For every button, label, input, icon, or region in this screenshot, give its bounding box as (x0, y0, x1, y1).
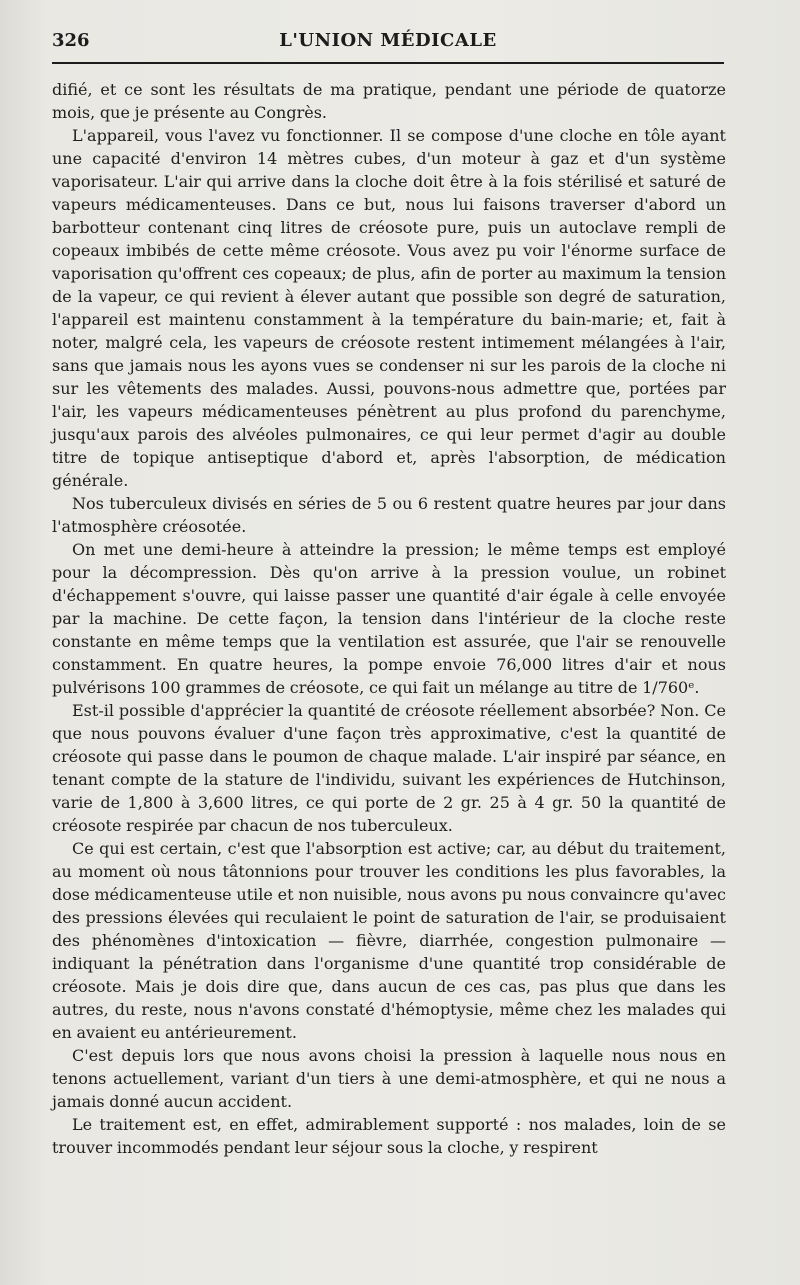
paragraph: On met une demi-heure à atteindre la pression; le même temps est employé pour la décompression. Dès qu'on arrive à la pression voulue, un robinet d'échappement s'ouvre, qui laisse passer une quantité d'air égale à celle envoyée par la machine. De cette façon, la tension dans l'intérieur de la cloche reste constante en même temps que la ventilation est assurée, que l'air se renouvelle constamment. En quatre heures, la pompe envoie 76,000 litres d'air et nous pulvérisons 100 grammes de créosote, ce qui fait un mélange au titre de 1/760ᵉ. (52, 540, 726, 697)
paragraph: Le traitement est, en effet, admirablement supporté : nos malades, loin de se trouver incommodés pendant leur séjour sous la cloche, y respirent (52, 1115, 726, 1157)
paragraph: L'appareil, vous l'avez vu fonctionner. Il se compose d'une cloche en tôle ayant une capacité d'environ 14 mètres cubes, d'un moteur à gaz et d'un système vaporisateur. L'air qui arrive dans la cloche doit être à la fois stérilisé et saturé de vapeurs médicamenteuses. Dans ce but, nous lui faisons traverser d'abord un barbotteur contenant cinq litres de créosote pure, puis un autoclave rempli de copeaux imbibés de cette même créosote. Vous avez pu voir l'énorme surface de vaporisation qu'offrent ces copeaux; de plus, afin de porter au maximum la tension de la vapeur, ce qui revient à élever autant que possible son degré de saturation, l'appareil est maintenu constamment à la température du bain-marie; et, fait à noter, malgré cela, les vapeurs de créosote restent intimement mélangées à l'air, sans que jamais nous les ayons vues se condenser ni sur les parois de la cloche ni sur les vêtements des malades. Aussi, pouvons-nous admettre que, portées par l'air, les vapeurs médicamenteuses pénètrent au plus profond du parenchyme, jusqu'aux parois des alvéoles pulmonaires, ce qui leur permet d'agir au double titre de topique antiseptique d'abord et, après l'absorption, de médication générale. (52, 126, 726, 490)
running-head: L'UNION MÉDICALE (279, 30, 497, 51)
paragraph: Est-il possible d'apprécier la quantité de créosote réellement absorbée? Non. Ce que nous pouvons évaluer d'une façon très approximative, c'est la quantité de créosote qui passe dans le poumon de chaque malade. L'air inspiré par séance, en tenant compte de la stature de l'individu, suivant les expériences de Hutchinson, varie de 1,800 à 3,600 litres, ce qui porte de 2 gr. 25 à 4 gr. 50 la quantité de créosote respirée par chacun de nos tuberculeux. (52, 701, 726, 835)
body-text (52, 78, 726, 1159)
paragraph: Nos tuberculeux divisés en séries de 5 ou 6 restent quatre heures par jour dans l'atmosphère créosotée. (52, 494, 726, 536)
header-rule (52, 62, 724, 64)
paragraph: Ce qui est certain, c'est que l'absorption est active; car, au début du traitement, au moment où nous tâtonnions pour trouver les conditions les plus favorables, la dose médicamenteuse utile et non nuisible, nous avons pu nous convaincre qu'avec des pressions élevées qui reculaient le point de saturation de l'air, se produisaient des phénomènes d'intoxication — fièvre, diarrhée, congestion pulmonaire — indiquant la pénétration dans l'organisme d'une quantité trop considérable de créosote. Mais je dois dire que, dans aucun de ces cas, pas plus que dans les autres, du reste, nous n'avons constaté d'hémoptysie, même chez les malades qui en avaient eu antérieurement. (52, 839, 726, 1042)
page-header (52, 26, 724, 58)
paragraph: C'est depuis lors que nous avons choisi la pression à laquelle nous nous en tenons actuellement, variant d'un tiers à une demi-atmosphère, et qui ne nous a jamais donné aucun accident. (52, 1046, 726, 1111)
paragraph: difié, et ce sont les résultats de ma pratique, pendant une période de quatorze mois, que je présente au Congrès. (52, 80, 726, 122)
page-number: 326 (52, 30, 90, 51)
